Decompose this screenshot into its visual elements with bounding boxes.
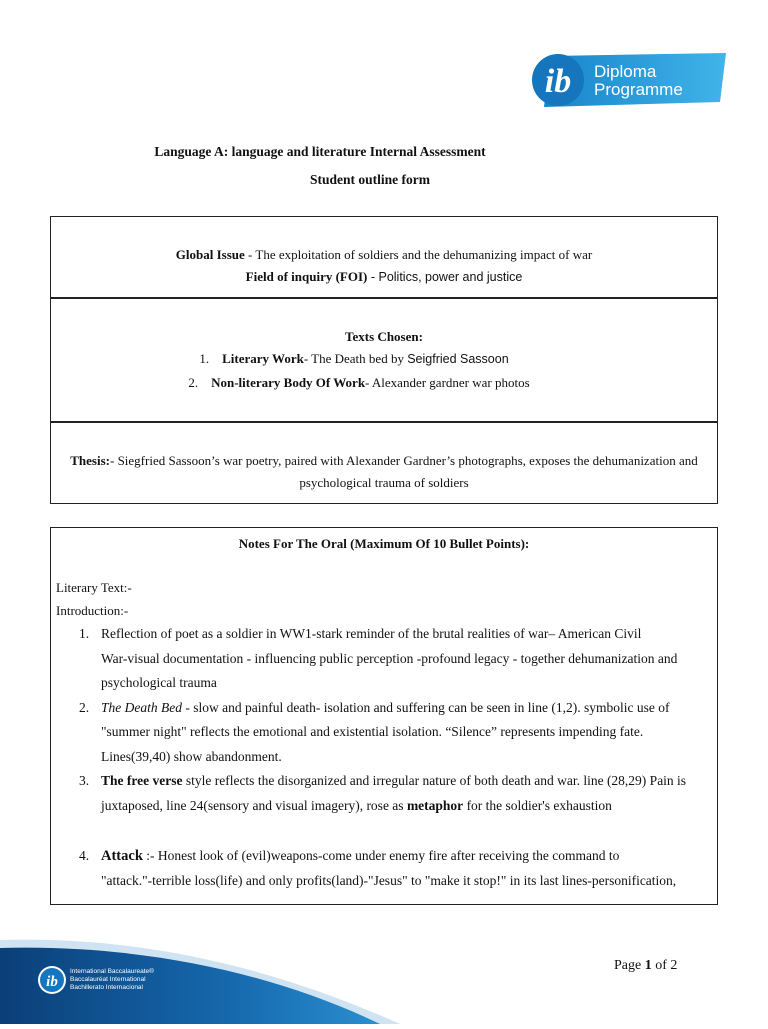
foi-label: Field of inquiry (FOI) <box>245 269 368 284</box>
item-number: 2. <box>79 699 90 715</box>
item-emphasis: The Death Bed <box>101 699 182 715</box>
list-item <box>51 769 701 818</box>
svg-text:Baccalauréat International: Baccalauréat International <box>70 976 146 983</box>
notes-list <box>51 622 701 893</box>
item-text: psychological trauma <box>101 675 217 690</box>
notes-box <box>50 527 718 905</box>
item-text: Reflection of poet as a soldier in WW1-stark reminder of the brutal realities of war– American Civil <box>101 626 642 641</box>
introduction-label: Introduction:- <box>56 603 129 618</box>
item-text: "attack."-terrible loss(life) and only profits(land)-"Jesus" to "make it stop!" in its last lines-personification, <box>101 872 677 888</box>
literary-text-label: Literary Text:- <box>56 580 132 595</box>
global-issue <box>51 247 717 263</box>
item-text: Lines(39,40) show abandonment. <box>101 748 282 764</box>
page-subtitle: Student outline form <box>309 172 430 187</box>
divider <box>51 421 717 423</box>
list-item <box>51 844 701 893</box>
field-of-inquiry <box>51 269 717 285</box>
divider <box>51 297 717 299</box>
svg-text:Programme: Programme <box>594 80 683 99</box>
page-mid: of <box>651 958 671 973</box>
item-text: for the soldier's exhaustion <box>463 797 612 813</box>
svg-text:ib: ib <box>46 974 58 990</box>
item-number: 2. <box>188 375 199 390</box>
list-item <box>51 622 701 696</box>
item-number: 4. <box>79 848 90 863</box>
item-text: :- Honest look of (evil)weapons-come under enemy fire after receiving the command to <box>142 848 620 863</box>
foi-text: - Politics, power and justice <box>367 270 523 284</box>
item-text: War-visual documentation - influencing public perception -profound legacy - together dehumanization and <box>101 650 678 666</box>
non-literary-text: - Alexander gardner war photos <box>365 375 530 390</box>
item-text: - slow and painful death- isolation and suffering can be seen in line (1,2). symbolic use of <box>181 699 670 715</box>
item-emphasis: metaphor <box>406 797 464 813</box>
item-number: 3. <box>79 773 90 788</box>
texts-item-2 <box>1 375 717 391</box>
thesis-text: - Siegfried Sassoon’s war poetry, paired with Alexander Gardner’s photographs, exposes the dehumanization and <box>109 453 698 468</box>
item-text: "summer night" reflects the emotional and existential isolation. “Silence” represents impending fate. <box>101 724 644 739</box>
svg-text:ib: ib <box>544 63 572 100</box>
texts-chosen-title <box>51 329 717 345</box>
ib-diploma-logo <box>530 50 730 110</box>
page-total: 2 <box>670 958 678 973</box>
notes-title: Notes For The Oral (Maximum Of 10 Bullet Points): <box>238 536 530 551</box>
page-current: 1 <box>644 958 652 973</box>
outline-box <box>50 216 718 504</box>
global-issue-text: - The exploitation of soldiers and the dehumanizing impact of war <box>244 247 593 262</box>
global-issue-label: Global Issue <box>175 247 245 262</box>
page-title: Language A: language and literature Internal Assessment <box>154 144 486 159</box>
literary-work-label: Literary Work <box>222 351 304 366</box>
texts-chosen-label: Texts Chosen: <box>345 329 423 344</box>
thesis-line-1 <box>51 453 717 469</box>
svg-text:International Baccalaureate®: International Baccalaureate® <box>70 968 154 975</box>
item-emphasis: The free verse <box>101 773 183 788</box>
item-text: juxtaposed, line 24(sensory and visual imagery), rose as <box>101 797 407 813</box>
page-number <box>614 958 677 974</box>
page-prefix: Page <box>614 958 645 973</box>
list-item <box>51 696 701 770</box>
item-number: 1. <box>79 626 90 641</box>
item-text: style reflects the disorganized and irregular nature of both death and war. line (28,29) Pain is <box>182 773 687 788</box>
non-literary-label: Non-literary Body Of Work <box>211 375 366 390</box>
svg-text:Diploma: Diploma <box>594 62 657 81</box>
literary-work-text: - The Death bed by <box>303 351 408 366</box>
literary-work-author: Seigfried Sassoon <box>407 352 509 366</box>
item-emphasis: Attack <box>101 848 143 864</box>
svg-text:Bachillerato Internacional: Bachillerato Internacional <box>70 984 143 991</box>
thesis-line-2: psychological trauma of soldiers <box>299 475 469 490</box>
texts-item-1 <box>0 351 717 367</box>
thesis-label: Thesis: <box>70 453 110 468</box>
item-number: 1. <box>199 351 210 366</box>
